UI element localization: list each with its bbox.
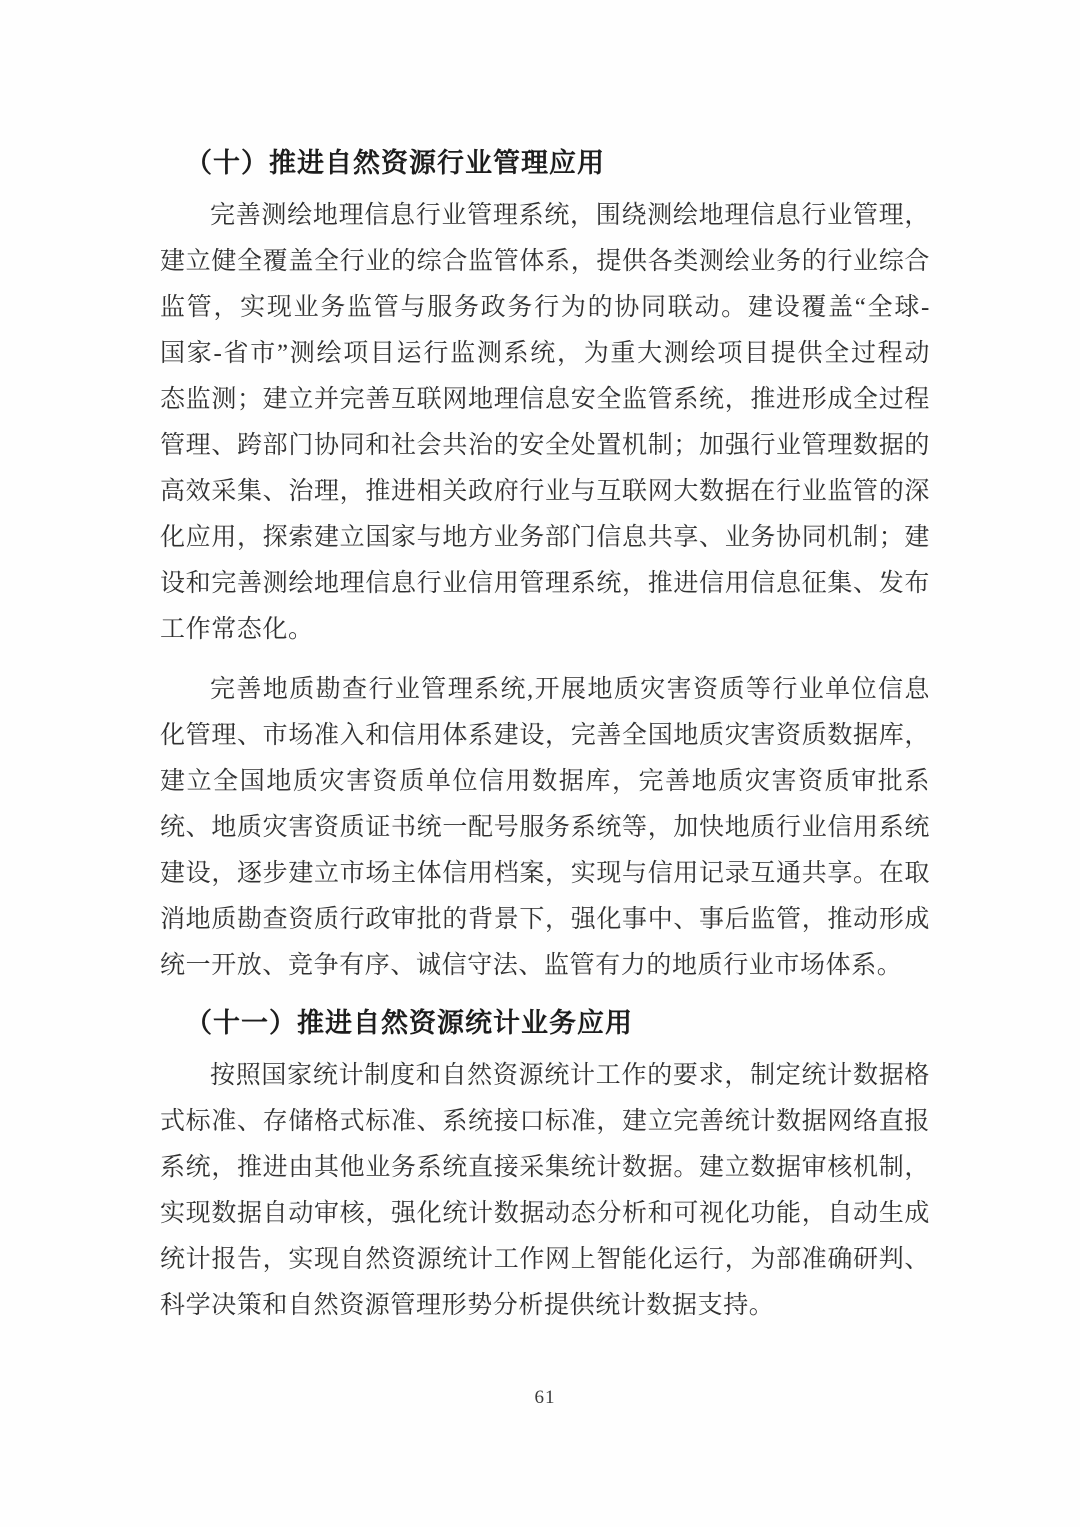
text-line: 科学决策和自然资源管理形势分析提供统计数据支持。 (160, 1292, 775, 1319)
text-line: 按照国家统计制度和自然资源统计工作的要求，制定统计数据格 (210, 1062, 930, 1089)
text-line: 化管理、市场准入和信用体系建设，完善全国地质灾害资质数据库， (160, 722, 930, 749)
text-line: 统、地质灾害资质证书统一配号服务系统等，加快地质行业信用系统 (160, 814, 930, 841)
text-line: 建设，逐步建立市场主体信用档案，实现与信用记录互通共享。在取 (160, 860, 930, 887)
section-heading-10: （十）推进自然资源行业管理应用 (185, 148, 605, 178)
text-line: 高效采集、治理，推进相关政府行业与互联网大数据在行业监管的深 (160, 478, 930, 505)
text-line: 监管，实现业务监管与服务政务行为的协同联动。建设覆盖“全球- (160, 294, 930, 321)
paragraph-surveying-mapping-industry (160, 193, 930, 653)
paragraph-geological-survey-industry (160, 667, 930, 989)
text-line: 实现数据自动审核，强化统计数据动态分析和可视化功能，自动生成 (160, 1200, 930, 1227)
text-line: 式标准、存储格式标准、系统接口标准，建立完善统计数据网络直报 (160, 1108, 930, 1135)
section-heading-11: （十一）推进自然资源统计业务应用 (185, 1008, 633, 1038)
text-line: 态监测；建立并完善互联网地理信息安全监管系统，推进形成全过程 (160, 386, 930, 413)
text-line: 统计报告，实现自然资源统计工作网上智能化运行，为部准确研判、 (160, 1246, 930, 1273)
text-line: 化应用，探索建立国家与地方业务部门信息共享、业务协同机制；建 (160, 524, 930, 551)
text-line: 设和完善测绘地理信息行业信用管理系统，推进信用信息征集、发布 (160, 570, 930, 597)
text-line: 完善测绘地理信息行业管理系统，围绕测绘地理信息行业管理， (210, 202, 930, 229)
text-line: 建立健全覆盖全行业的综合监管体系，提供各类测绘业务的行业综合 (160, 248, 930, 275)
page-footer (160, 1387, 930, 1409)
text-line: 工作常态化。 (160, 616, 314, 643)
text-line: 系统，推进由其他业务系统直接采集统计数据。建立数据审核机制， (160, 1154, 930, 1181)
paragraph-statistics-business (160, 1053, 930, 1329)
text-line: 国家-省市”测绘项目运行监测系统，为重大测绘项目提供全过程动 (160, 340, 930, 367)
text-line: 统一开放、竞争有序、诚信守法、监管有力的地质行业市场体系。 (160, 952, 903, 979)
text-line: 建立全国地质灾害资质单位信用数据库，完善地质灾害资质审批系 (160, 768, 930, 795)
text-line: 消地质勘查资质行政审批的背景下，强化事中、事后监管，推动形成 (160, 906, 930, 933)
text-line: 完善地质勘查行业管理系统,开展地质灾害资质等行业单位信息 (210, 676, 930, 703)
text-line: 管理、跨部门协同和社会共治的安全处置机制；加强行业管理数据的 (160, 432, 930, 459)
page-number: 61 (534, 1387, 556, 1408)
